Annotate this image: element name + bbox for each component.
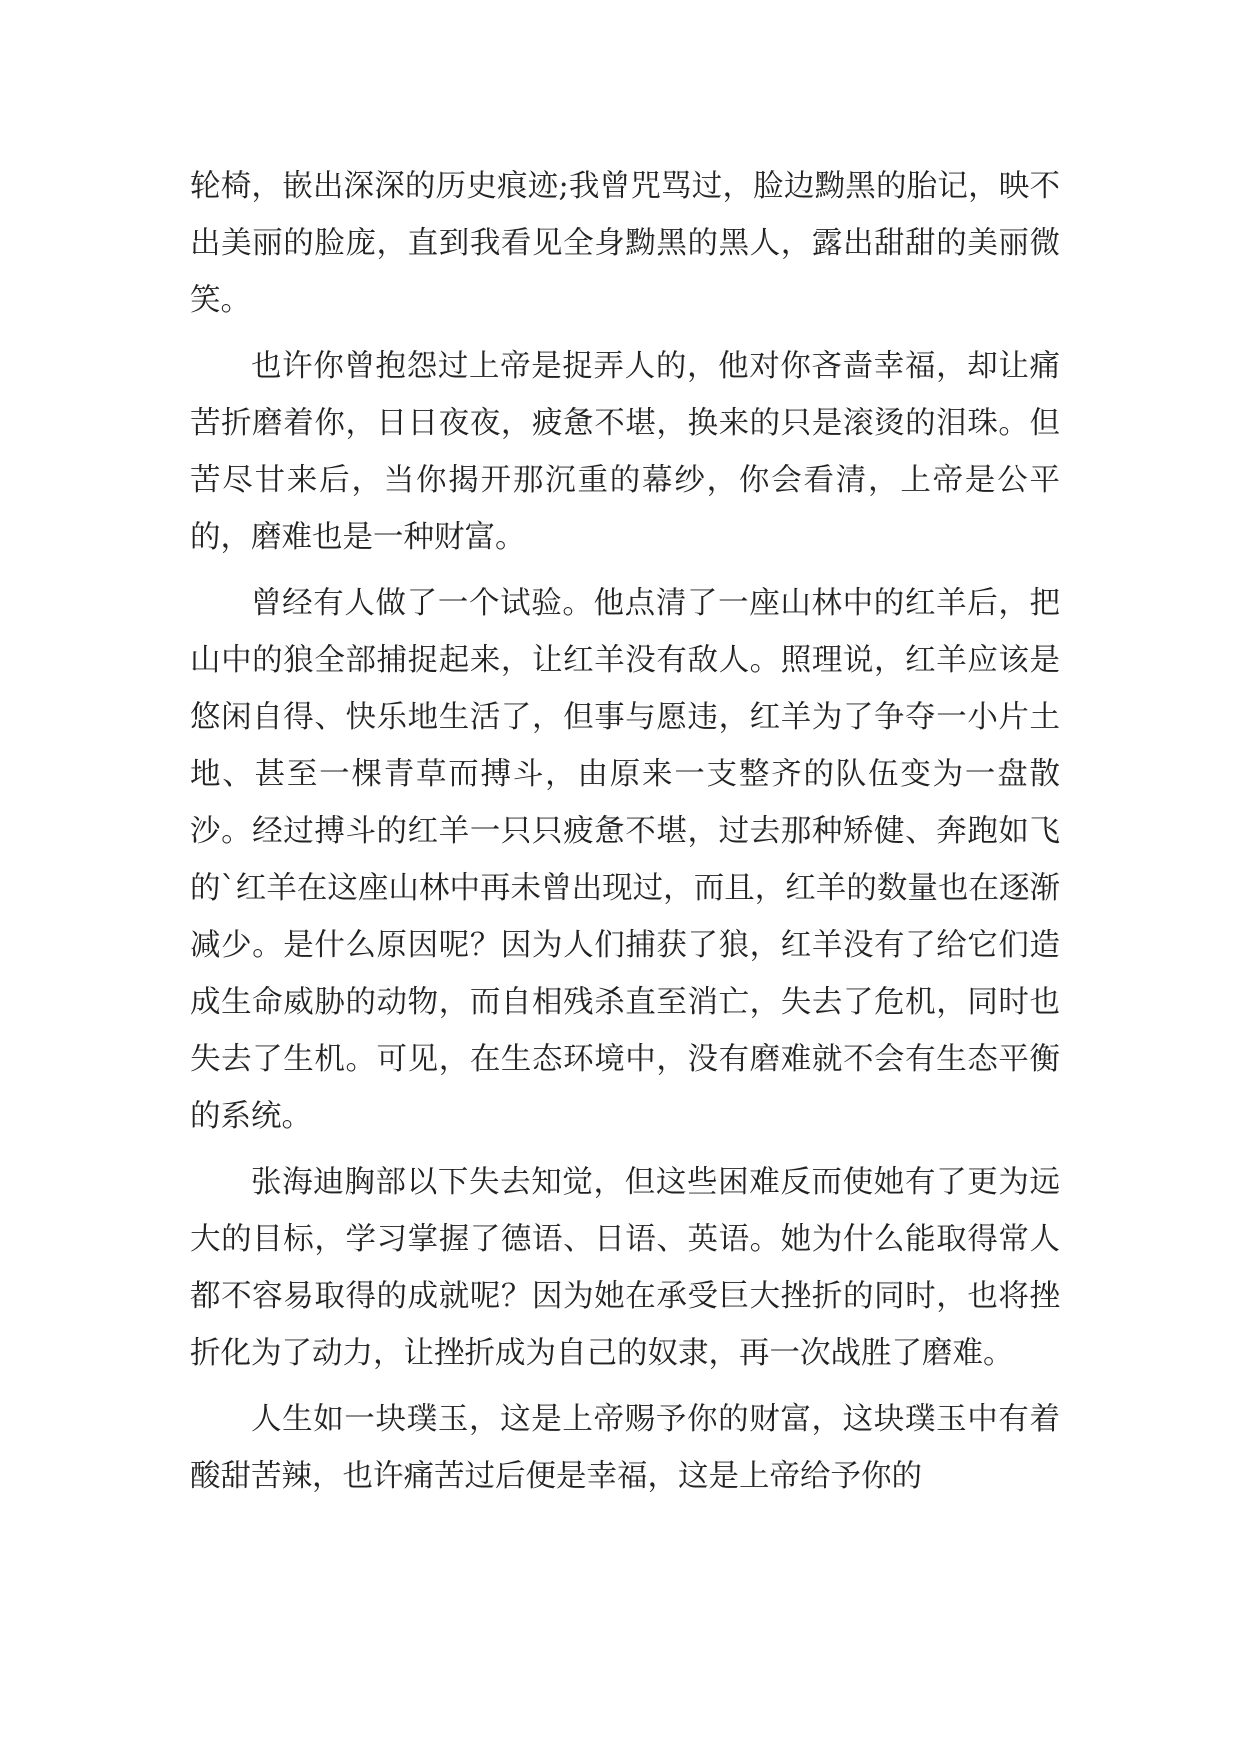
paragraph-4: 张海迪胸部以下失去知觉，但这些困难反而使她有了更为远大的目标，学习掌握了德语、日语、英语。她为什么能取得常人都不容易取得的成就呢？因为她在承受巨大挫折的同时，也将挫折化为了动力，让挫折成为自己的奴隶，再一次战胜了磨难。 (190, 1165, 1060, 1371)
paragraph-5: 人生如一块璞玉，这是上帝赐予你的财富，这块璞玉中有着酸甜苦辣，也许痛苦过后便是幸福，这是上帝给予你的 (190, 1402, 1060, 1494)
paragraph-1: 轮椅，嵌出深深的历史痕迹;我曾咒骂过，脸边黝黑的胎记，映不出美丽的脸庞，直到我看见全身黝黑的黑人，露出甜甜的美丽微笑。 (190, 169, 1060, 318)
paragraph-3: 曾经有人做了一个试验。他点清了一座山林中的红羊后，把山中的狼全部捕捉起来，让红羊没有敌人。照理说，红羊应该是悠闲自得、快乐地生活了，但事与愿违，红羊为了争夺一小片土地、甚至一棵青草而搏斗，由原来一支整齐的队伍变为一盘散沙。经过搏斗的红羊一只只疲惫不堪，过去那种矫健、奔跑如飞的`红羊在这座山林中再未曾出现过，而且，红羊的数量也在逐渐减少。是什么原因呢？因为人们捕获了狼，红羊没有了给它们造成生命威胁的动物，而自相残杀直至消亡，失去了危机，同时也失去了生机。可见，在生态环境中，没有磨难就不会有生态平衡的系统。 (190, 586, 1060, 1134)
document-body (190, 158, 1060, 1505)
paragraph-2: 也许你曾抱怨过上帝是捉弄人的，他对你吝啬幸福，却让痛苦折磨着你，日日夜夜，疲惫不堪，换来的只是滚烫的泪珠。但苦尽甘来后，当你揭开那沉重的幕纱，你会看清，上帝是公平的，磨难也是一种财富。 (190, 349, 1060, 555)
